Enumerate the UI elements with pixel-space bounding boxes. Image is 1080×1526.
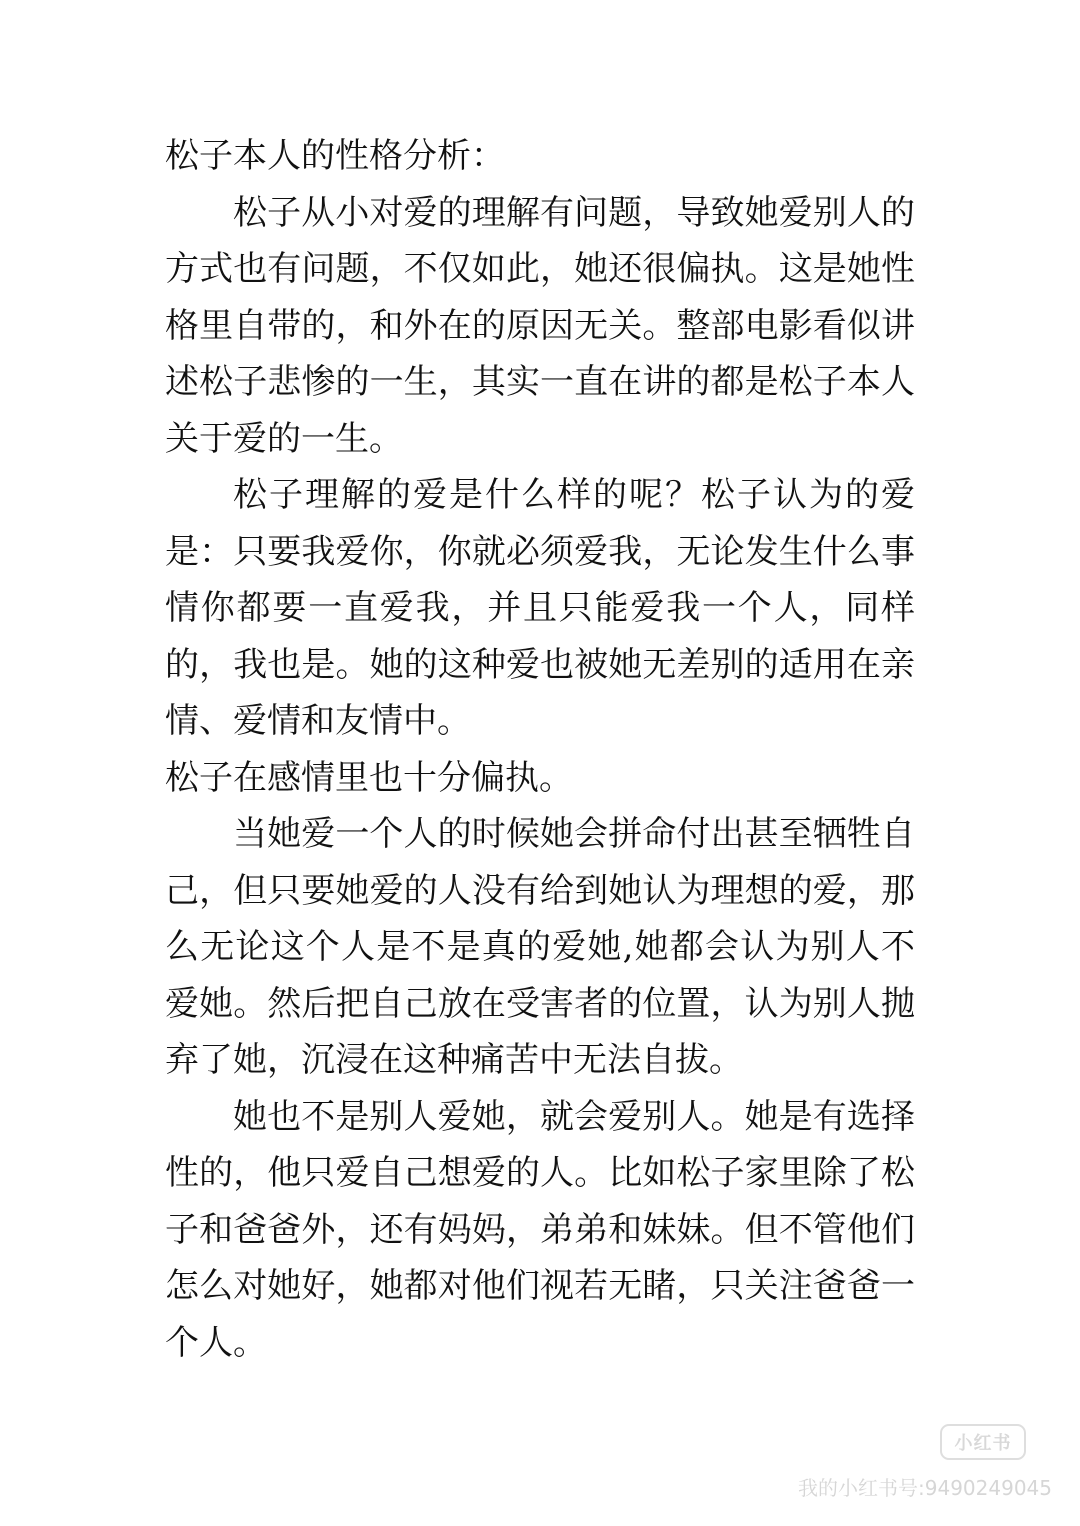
document-body bbox=[165, 128, 915, 1371]
paragraph-selective-love: 她也不是别人爱她，就会爱别人。她是有选择性的，他只爱自己想爱的人。比如松子家里除了松子和爸爸外，还有妈妈，弟弟和妹妹。但不管他们怎么对她好，她都对他们视若无睹，只关注爸爸一个人。 bbox=[165, 1096, 915, 1363]
paragraph-love-definition: 松子理解的爱是什么样的呢？松子认为的爱是：只要我爱你，你就必须爱我，无论发生什么事情你都要一直爱我，并且只能爱我一个人，同样的，我也是。她的这种爱也被她无差别的适用在亲情、爱情和友情中。 bbox=[165, 475, 915, 741]
paragraph-sacrifice: 当她爱一个人的时候她会拼命付出甚至牺牲自己，但只要她爱的人没有给到她认为理想的爱，那么无论这个人是不是真的爱她,她都会认为别人不爱她。然后把自己放在受害者的位置，认为别人抛弃了她，沉浸在这种痛苦中无法自拔。 bbox=[165, 814, 915, 1080]
paragraph-stubborn-heading: 松子在感情里也十分偏执。 bbox=[165, 757, 573, 798]
paragraph-love-understanding: 松子从小对爱的理解有问题，导致她爱别人的方式也有问题，不仅如此，她还很偏执。这是她性格里自带的，和外在的原因无关。整部电影看似讲述松子悲惨的一生，其实一直在讲的都是松子本人关于爱的一生。 bbox=[165, 192, 915, 459]
watermark-user-id: 我的小红书号:9490249045 bbox=[798, 1476, 1052, 1500]
watermark bbox=[792, 1422, 1052, 1512]
section-heading: 松子本人的性格分析： bbox=[165, 136, 505, 176]
watermark-logo: 小红书 bbox=[940, 1424, 1026, 1460]
